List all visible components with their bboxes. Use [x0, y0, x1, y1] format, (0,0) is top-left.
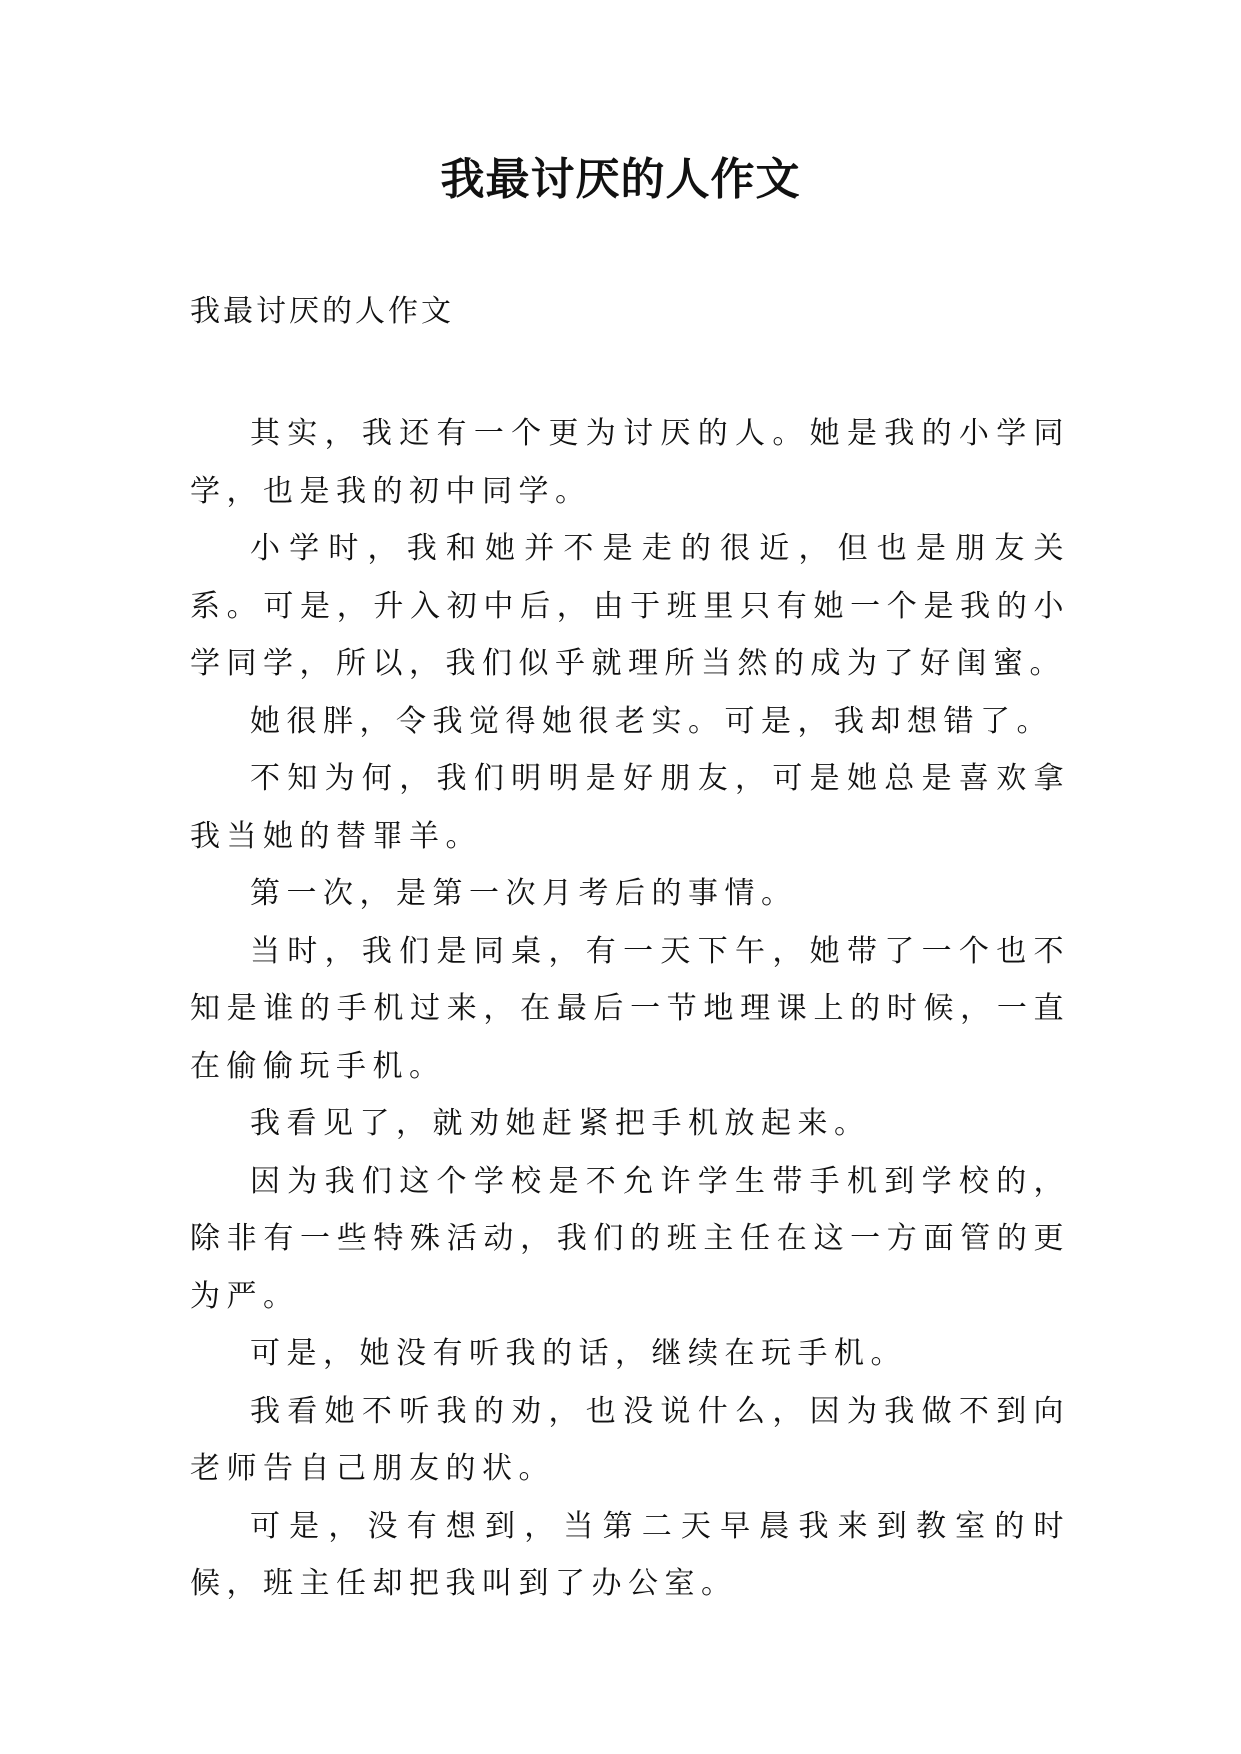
paragraph: 我看见了，就劝她赶紧把手机放起来。 [250, 1106, 871, 1141]
paragraph: 不知为何，我们明明是好朋友，可是她总是喜欢拿我当她的替罪羊。 [190, 761, 1070, 854]
paragraph: 我看她不听我的劝，也没说什么，因为我做不到向老师告自己朋友的状。 [190, 1393, 1070, 1486]
paragraph: 她很胖，令我觉得她很老实。可是，我却想错了。 [250, 703, 1053, 739]
paragraph: 第一次，是第一次月考后的事情。 [250, 876, 798, 911]
paragraph: 其实，我还有一个更为讨厌的人。她是我的小学同学，也是我的初中同学。 [190, 416, 1070, 509]
essay-body [190, 405, 1070, 1613]
paragraph: 当时，我们是同桌，有一天下午，她带了一个也不知是谁的手机过来，在最后一节地理课上的时候，一直在偷偷玩手机。 [190, 933, 1070, 1084]
paragraph: 因为我们这个学校是不允许学生带手机到学校的，除非有一些特殊活动，我们的班主任在这一方面管的更为严。 [190, 1163, 1070, 1314]
document-title: 我最讨厌的人作文 [440, 154, 801, 205]
paragraph: 小学时，我和她并不是走的很近，但也是朋友关系。可是，升入初中后，由于班里只有她一个是我的小学同学，所以，我们似乎就理所当然的成为了好闺蜜。 [190, 531, 1070, 681]
paragraph: 可是，她没有听我的话，继续在玩手机。 [250, 1336, 907, 1371]
document-subtitle: 我最讨厌的人作文 [190, 294, 454, 329]
paragraph: 可是，没有想到，当第二天早晨我来到教室的时候，班主任却把我叫到了办公室。 [190, 1508, 1070, 1601]
